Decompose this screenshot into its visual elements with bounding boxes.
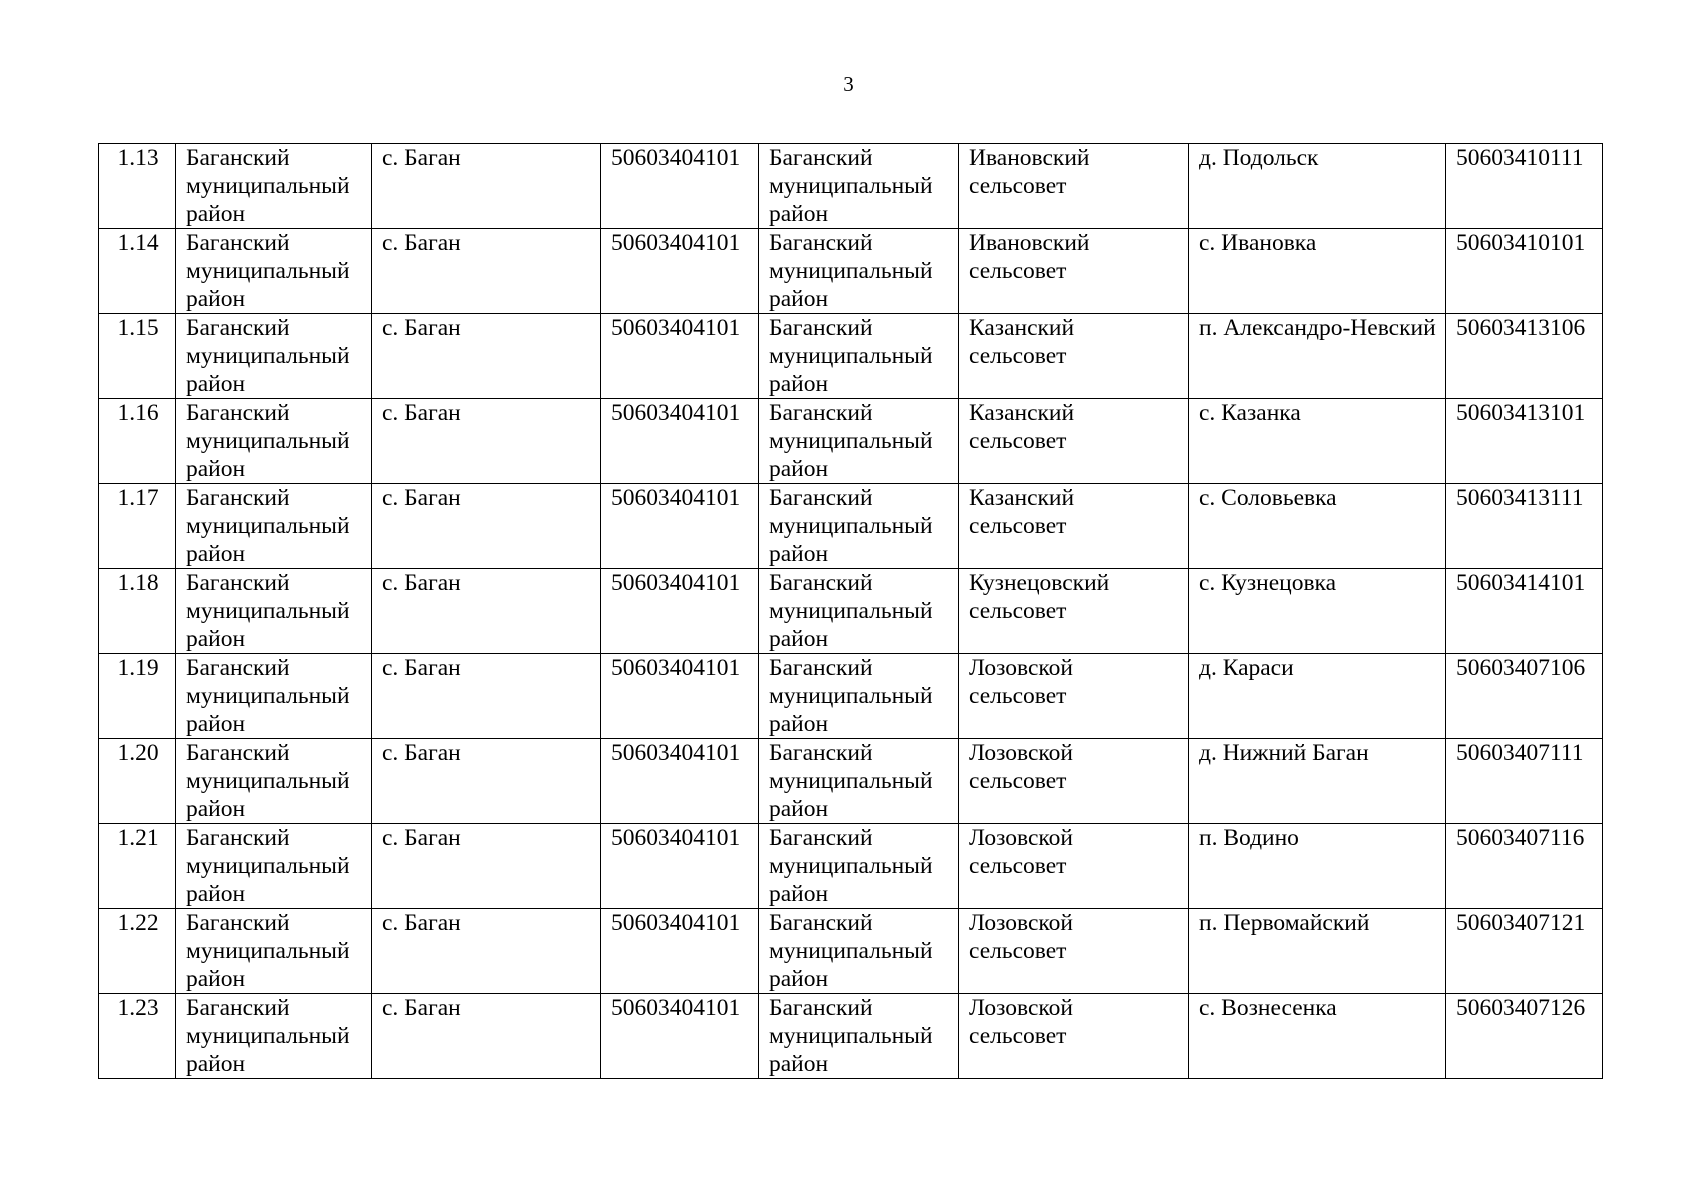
center-code-cell: 50603404101 <box>601 314 759 399</box>
center-cell: с. Баган <box>372 144 601 229</box>
district-cell: Баганский муниципальный район <box>759 399 959 484</box>
center-cell: с. Баган <box>372 824 601 909</box>
center-cell: с. Баган <box>372 909 601 994</box>
center-code-cell: 50603404101 <box>601 909 759 994</box>
council-cell: Лозовской сельсовет <box>959 909 1189 994</box>
table-row <box>99 994 1603 1079</box>
settlement-code-cell: 50603407111 <box>1446 739 1603 824</box>
district-cell: Баганский муниципальный район <box>176 569 372 654</box>
table-row <box>99 739 1603 824</box>
settlement-code-cell: 50603410101 <box>1446 229 1603 314</box>
row-number-cell: 1.23 <box>99 994 176 1079</box>
row-number-cell: 1.14 <box>99 229 176 314</box>
district-cell: Баганский муниципальный район <box>176 144 372 229</box>
row-number-cell: 1.16 <box>99 399 176 484</box>
settlement-cell: с. Соловьевка <box>1189 484 1446 569</box>
center-cell: с. Баган <box>372 484 601 569</box>
table-row <box>99 569 1603 654</box>
center-code-cell: 50603404101 <box>601 399 759 484</box>
table-row <box>99 144 1603 229</box>
district-cell: Баганский муниципальный район <box>759 569 959 654</box>
row-number-cell: 1.17 <box>99 484 176 569</box>
settlement-cell: д. Подольск <box>1189 144 1446 229</box>
settlements-table-body <box>99 144 1603 1079</box>
council-cell: Кузнецовский сельсовет <box>959 569 1189 654</box>
table-row <box>99 314 1603 399</box>
council-cell: Казанский сельсовет <box>959 314 1189 399</box>
table-row <box>99 909 1603 994</box>
settlement-code-cell: 50603407121 <box>1446 909 1603 994</box>
settlement-cell: п. Первомайский <box>1189 909 1446 994</box>
row-number-cell: 1.21 <box>99 824 176 909</box>
settlement-cell: д. Караси <box>1189 654 1446 739</box>
council-cell: Лозовской сельсовет <box>959 994 1189 1079</box>
settlement-code-cell: 50603413106 <box>1446 314 1603 399</box>
district-cell: Баганский муниципальный район <box>176 909 372 994</box>
district-cell: Баганский муниципальный район <box>176 654 372 739</box>
center-cell: с. Баган <box>372 654 601 739</box>
district-cell: Баганский муниципальный район <box>759 909 959 994</box>
center-cell: с. Баган <box>372 314 601 399</box>
district-cell: Баганский муниципальный район <box>176 229 372 314</box>
center-cell: с. Баган <box>372 569 601 654</box>
district-cell: Баганский муниципальный район <box>759 144 959 229</box>
council-cell: Ивановский сельсовет <box>959 144 1189 229</box>
district-cell: Баганский муниципальный район <box>759 229 959 314</box>
table-row <box>99 229 1603 314</box>
table-row <box>99 824 1603 909</box>
council-cell: Лозовской сельсовет <box>959 739 1189 824</box>
center-code-cell: 50603404101 <box>601 229 759 314</box>
settlement-code-cell: 50603407126 <box>1446 994 1603 1079</box>
center-code-cell: 50603404101 <box>601 654 759 739</box>
council-cell: Казанский сельсовет <box>959 399 1189 484</box>
row-number-cell: 1.18 <box>99 569 176 654</box>
row-number-cell: 1.13 <box>99 144 176 229</box>
center-code-cell: 50603404101 <box>601 994 759 1079</box>
settlement-code-cell: 50603407116 <box>1446 824 1603 909</box>
center-code-cell: 50603404101 <box>601 569 759 654</box>
settlements-table <box>98 143 1603 1079</box>
table-row <box>99 399 1603 484</box>
center-code-cell: 50603404101 <box>601 739 759 824</box>
settlement-code-cell: 50603410111 <box>1446 144 1603 229</box>
district-cell: Баганский муниципальный район <box>176 824 372 909</box>
center-cell: с. Баган <box>372 399 601 484</box>
settlement-cell: п. Водино <box>1189 824 1446 909</box>
settlement-code-cell: 50603413101 <box>1446 399 1603 484</box>
council-cell: Ивановский сельсовет <box>959 229 1189 314</box>
settlement-cell: п. Александро-Невский <box>1189 314 1446 399</box>
center-code-cell: 50603404101 <box>601 484 759 569</box>
page-number: 3 <box>843 72 854 96</box>
table-row <box>99 654 1603 739</box>
council-cell: Лозовской сельсовет <box>959 824 1189 909</box>
center-code-cell: 50603404101 <box>601 144 759 229</box>
district-cell: Баганский муниципальный район <box>176 994 372 1079</box>
center-cell: с. Баган <box>372 994 601 1079</box>
settlement-cell: с. Вознесенка <box>1189 994 1446 1079</box>
row-number-cell: 1.15 <box>99 314 176 399</box>
settlement-cell: с. Кузнецовка <box>1189 569 1446 654</box>
center-cell: с. Баган <box>372 229 601 314</box>
district-cell: Баганский муниципальный район <box>759 994 959 1079</box>
district-cell: Баганский муниципальный район <box>176 484 372 569</box>
settlement-code-cell: 50603414101 <box>1446 569 1603 654</box>
row-number-cell: 1.20 <box>99 739 176 824</box>
district-cell: Баганский муниципальный район <box>759 484 959 569</box>
council-cell: Лозовской сельсовет <box>959 654 1189 739</box>
settlement-cell: с. Ивановка <box>1189 229 1446 314</box>
row-number-cell: 1.19 <box>99 654 176 739</box>
district-cell: Баганский муниципальный район <box>176 399 372 484</box>
settlement-code-cell: 50603407106 <box>1446 654 1603 739</box>
center-cell: с. Баган <box>372 739 601 824</box>
settlement-cell: д. Нижний Баган <box>1189 739 1446 824</box>
center-code-cell: 50603404101 <box>601 824 759 909</box>
settlement-code-cell: 50603413111 <box>1446 484 1603 569</box>
district-cell: Баганский муниципальный район <box>759 314 959 399</box>
council-cell: Казанский сельсовет <box>959 484 1189 569</box>
row-number-cell: 1.22 <box>99 909 176 994</box>
district-cell: Баганский муниципальный район <box>759 654 959 739</box>
district-cell: Баганский муниципальный район <box>759 824 959 909</box>
settlement-cell: с. Казанка <box>1189 399 1446 484</box>
district-cell: Баганский муниципальный район <box>176 314 372 399</box>
district-cell: Баганский муниципальный район <box>176 739 372 824</box>
district-cell: Баганский муниципальный район <box>759 739 959 824</box>
table-row <box>99 484 1603 569</box>
